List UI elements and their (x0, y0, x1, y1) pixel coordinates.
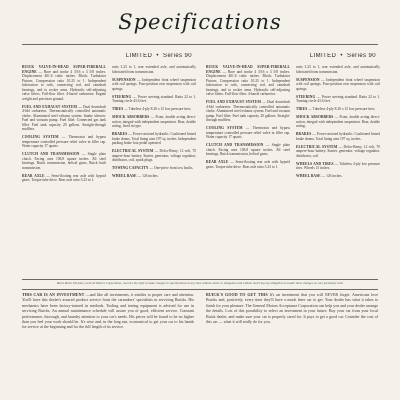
spec-text: 126 inches. (326, 174, 343, 178)
spec-text: Power-assisted hydraulic. Cushioned finned brake drums. Total lining area 197 sq. inches. Independent parking brake foot pedal operated. (112, 132, 196, 145)
series-name: Series 90 (347, 53, 376, 59)
spec-entry: SUSPENSION — Independent front wheel suspension with coil springs. Four-position rear suspension with coil springs. (112, 77, 196, 91)
spec-entry: CLUTCH AND TRANSMISSION — Single plate clutch. Facing area 106.8 square inches. All steel bearings, Buick transmission, helical gears. (206, 143, 290, 156)
spec-entry: REAR AXLE — Semi-floating rear axle with hypoid gears. Torque tube drive. Rear axle ratio 3.23 to 1. (22, 173, 106, 182)
spec-entry: STEERING — Power steering standard. Ratio 22 to 1. Turning circle 43.6 feet. (112, 94, 196, 103)
spec-text: Tubeless 4-ply 8.20 x 15 low pressure tires. (312, 107, 376, 111)
spec-label: BRAKES (112, 132, 128, 136)
spec-label: CLUTCH AND TRANSMISSION (206, 143, 264, 147)
spec-entry: BRAKES — Power-assisted hydraulic. Cushioned finned brake drums. Total lining area 197 sq. inches. Independent parking brake foot pedal operated. (112, 132, 196, 145)
series-name: Series 90 (163, 53, 192, 59)
spec-label: SHOCK ABSORBERS (296, 115, 334, 119)
spec-entry (296, 65, 380, 74)
spec-label: WHEEL BASE (112, 174, 137, 178)
spec-label: TIRES (112, 107, 124, 111)
bottom-rule (22, 289, 378, 290)
spec-label: REAR AXLE (22, 173, 45, 178)
spec-subcolumn-right (112, 65, 196, 186)
spec-label: COOLING SYSTEM (22, 135, 59, 139)
spec-entry: BRAKES — Power-assisted hydraulic. Cushioned finned brake drums. Total lining area 197 sq. inches. (296, 132, 380, 141)
spec-label: WHEEL BASE (296, 174, 321, 178)
spec-subcolumn-left (206, 65, 290, 182)
closing-paragraph-1 (22, 292, 194, 330)
spec-label: STEERING (112, 94, 132, 99)
spec-column-1 (22, 53, 196, 279)
spec-entry: TIRES — Tubeless 4-ply 8.20 x 15 low pressure tires. (296, 107, 376, 111)
spec-entry: CLUTCH AND TRANSMISSION — Single plate clutch. Facing area 106.8 square inches. All steel bearings, Buick transmission, helical gears, Buick built transmission. (22, 152, 106, 170)
spec-entry: FUEL AND EXHAUST SYSTEM — Dual downdraft 4-bbl carburetor. Thermostatically controlled automatic choke. Aluminized steel exhaust system. Intake silencer. Fuel and vacuum pump. Fuel filter. Connected gas tank filler. Fuel tank capacity 20 gallons. Straight-through mufflers. (22, 104, 107, 131)
footnote: Buick Motor Division, General Motors Corporation, reserves the right to make changes in specifications at any time without notice or obligation and without incurring any obligation to install these changes on cars previously sold. (56, 281, 344, 285)
column-heading (22, 53, 196, 63)
spec-text: Thermostat and bypass temperature controlled pressure relief valve in filler cap. Water capacity 17 quarts. (22, 135, 107, 148)
spec-entry: FUEL AND EXHAUST SYSTEM — Dual downdraft 4-bbl carburetor. Thermostatically controlled automatic choke. Aluminized steel exhaust system. Fuel and vacuum pump. Fuel filter. Fuel tank capacity 20 gallons. Straight-through mufflers. (206, 100, 291, 122)
spec-label: ELECTRICAL SYSTEM (296, 144, 338, 149)
spec-label: TIRES (296, 107, 308, 111)
spec-label: BUICK VALVE-IN-HEAD SUPER-FIREBALL ENGINE (22, 65, 106, 74)
spec-entry: SHOCK ABSORBERS — Front, double acting direct-action, integral with independent suspension. Rear, double acting, fixed in type. (112, 115, 196, 128)
heading-separator: • (338, 53, 345, 59)
spec-text: Tubeless 4-ply 8.20 x 15 low pressure tires. (128, 107, 192, 111)
spec-entry: ELECTRICAL SYSTEM — Delco-Remy, 12 volt, 70 ampere-hour battery. Starter, generator, voltage regulator, distributor, coil. (296, 144, 380, 158)
spec-text: ratio 3.23 to 1, rear extended axle, and automatically lubricated from transmission. (112, 65, 196, 74)
spec-label: ELECTRICAL SYSTEM (112, 149, 154, 153)
spec-label: SUSPENSION (112, 77, 136, 82)
spec-entry: WHEELS AND TIRES — Tubeless 4-ply low pressure tires. Wheels 15 inches. (296, 161, 380, 170)
spec-entry: REAR AXLE — Semi-floating rear axle with hypoid gears. Torque tube drive. Rear axle ratio 3.23 to 1. (206, 160, 290, 169)
spec-subcolumn-right (296, 65, 380, 182)
spec-text: 126 inches. (142, 174, 159, 178)
spec-text: Thermostat and bypass temperature controlled pressure relief valve in filler cap. Water capacity 17 quarts. (206, 126, 291, 139)
paragraph-lead: BUICK'S GOOD TO GET THIS (206, 292, 268, 297)
spec-label: REAR AXLE (206, 160, 229, 164)
spec-text: Bore and stroke 4 3/16 x 3 5/8 inches. Displacement 401.6 cubic inches. Block: Turbulator Pistons. Compression ratio 10.25 to 1. Independent lubrication to rods, connecting rod, and camshaft bearings, and to rocker arms. Hydraulic self-adjusting valve lifters. Full-flow filter. 4-barrel carburetor. Engine weight and precision ground. (22, 69, 106, 101)
heading-separator: • (154, 53, 161, 59)
spec-text: Power-assisted hydraulic. Cushioned finned brake drums. Total lining area 197 sq. inches. (296, 132, 380, 141)
spec-text: Bore and stroke 4 3/16 x 3 5/8 inches. Displacement 401.6 cubic inches. Block: Turbulator Pistons. Compression ratio 10.25 to 1. Independent lubrication to rods, connecting rod, and camshaft bearings, and to rocker arms. Hydraulic self-adjusting valve lifters. Full-flow filter. 4-barrel carburetor. (206, 69, 290, 96)
spec-entry: SHOCK ABSORBERS — Front, double acting direct-action, integral with independent suspension. Rear, double acting. (296, 115, 380, 128)
spec-entry: BUICK VALVE-IN-HEAD SUPER-FIREBALL ENGINE — Bore and stroke 4 3/16 x 3 5/8 inches. Displacement 401.6 cubic inches. Block: Turbulator Pistons. Compression ratio 10.25 to 1. Independent lubrication to rods, connecting rod, and camshaft bearings, and to rocker arms. Hydraulic self-adjusting valve lifters. Full-flow filter. 4-barrel carburetor. (206, 65, 290, 96)
closing-paragraph-2 (206, 292, 378, 330)
model-name: LIMITED (309, 53, 337, 59)
spec-entry: STEERING — Power steering standard. Ratio 22 to 1. Turning circle 43.6 feet. (296, 94, 380, 103)
spec-text: Power steering standard. Ratio 22 to 1. Turning circle 43.6 feet. (112, 94, 196, 103)
spec-entry: SUSPENSION — Independent front wheel suspension with coil springs. Four-position rear suspension with coil springs. (296, 77, 380, 91)
spec-label: FUEL AND EXHAUST SYSTEM (22, 104, 78, 109)
spec-entry: TIRES — Tubeless 4-ply 8.20 x 15 low pressure tires. (112, 107, 192, 111)
spec-entry (112, 65, 196, 74)
spec-entry: ELECTRICAL SYSTEM — Delco-Remy, 12 volt, 70 ampere-hour battery. Starter, generator, voltage regulator, distributor, coil, spark plugs. (112, 149, 196, 162)
model-name: LIMITED (125, 53, 153, 59)
spec-label: WHEELS AND TIRES (296, 161, 334, 166)
spec-text: Dual downdraft 4-bbl carburetor. Thermostatically controlled automatic choke. Aluminized steel exhaust system. Intake silencer. Fuel and vacuum pump. Fuel filter. Connected gas tank filler. Fuel tank capacity 20 gallons. Straight-through mufflers. (22, 104, 107, 131)
spec-text: Tubeless 4-ply low pressure tires. Wheels 15 inches. (296, 161, 380, 170)
spec-label: COOLING SYSTEM (206, 126, 243, 130)
spec-text: Semi-floating rear axle with hypoid gears. Torque tube drive. Rear axle ratio 3.23 to 1. (22, 173, 106, 182)
paragraph-body: —and like all investments, it entitles to proper care and attention. You'll have this dealer's assured product service from the carmakers' specialists in servicing Buicks. His mechanics have been factory-trained in methods. Tooling and testing equipment is advised for use in servicing Buicks. An annual maintenance schedule will assure you of good, efficient service. Constant performance, thorough, and laundry attention to your car's needs. His prices will be found to be no higher than you feel your work should be. It's wise and, in the long run, economical to get your car to his hands for service at the beginning and for the full length of its service. (22, 292, 194, 330)
spec-label: FUEL AND EXHAUST SYSTEM (206, 100, 262, 104)
spec-text: Power steering standard. Ratio 22 to 1. Turning circle 43.6 feet. (296, 94, 380, 103)
paragraph-body: It's an investment that you will NEVER forget. Americans love Buicks and, positively, every time they'll have a much finer car to get. Your dealer has what it takes to finish for your pleasure. The General Motors Acceptance Corporation can help you and your dealer arrange the details. Lots of this possibility to select an investment in your future. Buy your car from your local Buick dealer, and make sure your car is properly cared for. It pays to get a good car. Consider the cost of this car — what it will really do for you. (206, 292, 378, 325)
spec-column-2 (206, 53, 380, 279)
spec-text: One-piece front tow hooks. (154, 166, 194, 170)
spec-label: SUSPENSION (296, 77, 320, 82)
column-heading (206, 53, 380, 63)
spec-text: Independent front wheel suspension with coil springs. Four-position rear suspension with coil springs. (296, 77, 380, 91)
spec-text: ratio 3.23 to 1, rear extended axle, and automatically lubricated from transmission. (296, 65, 380, 74)
spec-text: Front, double acting direct-action, integral with independent suspension. Rear, double acting, fixed in type. (112, 115, 196, 128)
spec-entry: TOWING CAPACITY — One-piece front tow hooks. (112, 166, 194, 170)
footnote-rule (22, 279, 378, 280)
paragraph-lead: THIS CAR IS AN INVESTMENT (22, 292, 85, 297)
spec-label: STEERING (296, 94, 316, 99)
spec-entry: BUICK VALVE-IN-HEAD SUPER-FIREBALL ENGINE — Bore and stroke 4 3/16 x 3 5/8 inches. Displacement 401.6 cubic inches. Block: Turbulator Pistons. Compression ratio 10.25 to 1. Independent lubrication to rods, connecting rod, and camshaft bearings, and to rocker arms. Hydraulic self-adjusting valve lifters. Full-flow filter. 4-barrel carburetor. Engine weight and precision ground. (22, 65, 106, 101)
spec-text: Delco-Remy, 12 volt, 70 ampere-hour battery. Starter, generator, voltage regulator, distributor, coil. (296, 144, 380, 158)
spec-entry: COOLING SYSTEM — Thermostat and bypass temperature controlled pressure relief valve in filler cap. Water capacity 17 quarts. (22, 135, 107, 148)
closing-text (22, 292, 378, 330)
spec-subcolumn-left (22, 65, 106, 186)
spec-text: Dual downdraft 4-bbl carburetor. Thermostatically controlled automatic choke. Aluminized steel exhaust system. Fuel and vacuum pump. Fuel filter. Fuel tank capacity 20 gallons. Straight-through mufflers. (206, 100, 291, 122)
spec-entry: WHEEL BASE — 126 inches. (112, 174, 159, 178)
spec-label: CLUTCH AND TRANSMISSION (22, 152, 80, 156)
spec-label: BUICK VALVE-IN-HEAD SUPER-FIREBALL ENGINE (206, 65, 290, 74)
spec-text: Semi-floating rear axle with hypoid gears. Torque tube drive. Rear axle ratio 3.23 to 1. (206, 160, 290, 169)
spec-entry: COOLING SYSTEM — Thermostat and bypass temperature controlled pressure relief valve in filler cap. Water capacity 17 quarts. (206, 126, 291, 139)
spec-label: SHOCK ABSORBERS (112, 115, 150, 119)
spec-text: Delco-Remy, 12 volt, 70 ampere-hour battery. Starter, generator, voltage regulator, distributor, coil, spark plugs. (112, 149, 196, 162)
top-rule (22, 44, 378, 45)
spec-label: TOWING CAPACITY (112, 166, 149, 170)
spec-text: Single plate clutch. Facing area 106.8 square inches. All steel bearings, Buick transmission, helical gears. (206, 143, 290, 156)
spec-entry: WHEEL BASE — 126 inches. (296, 174, 343, 178)
page-title: Specifications (118, 10, 282, 34)
spec-text: Front, double acting direct-action, integral with independent suspension. Rear, double acting. (296, 115, 380, 128)
spec-text: Single plate clutch. Facing area 106.8 square inches. All steel bearings, Buick transmission, helical gears, Buick built transmission. (22, 152, 106, 170)
spec-text: Independent front wheel suspension with coil springs. Four-position rear suspension with coil springs. (112, 77, 196, 91)
spec-label: BRAKES (296, 132, 312, 136)
